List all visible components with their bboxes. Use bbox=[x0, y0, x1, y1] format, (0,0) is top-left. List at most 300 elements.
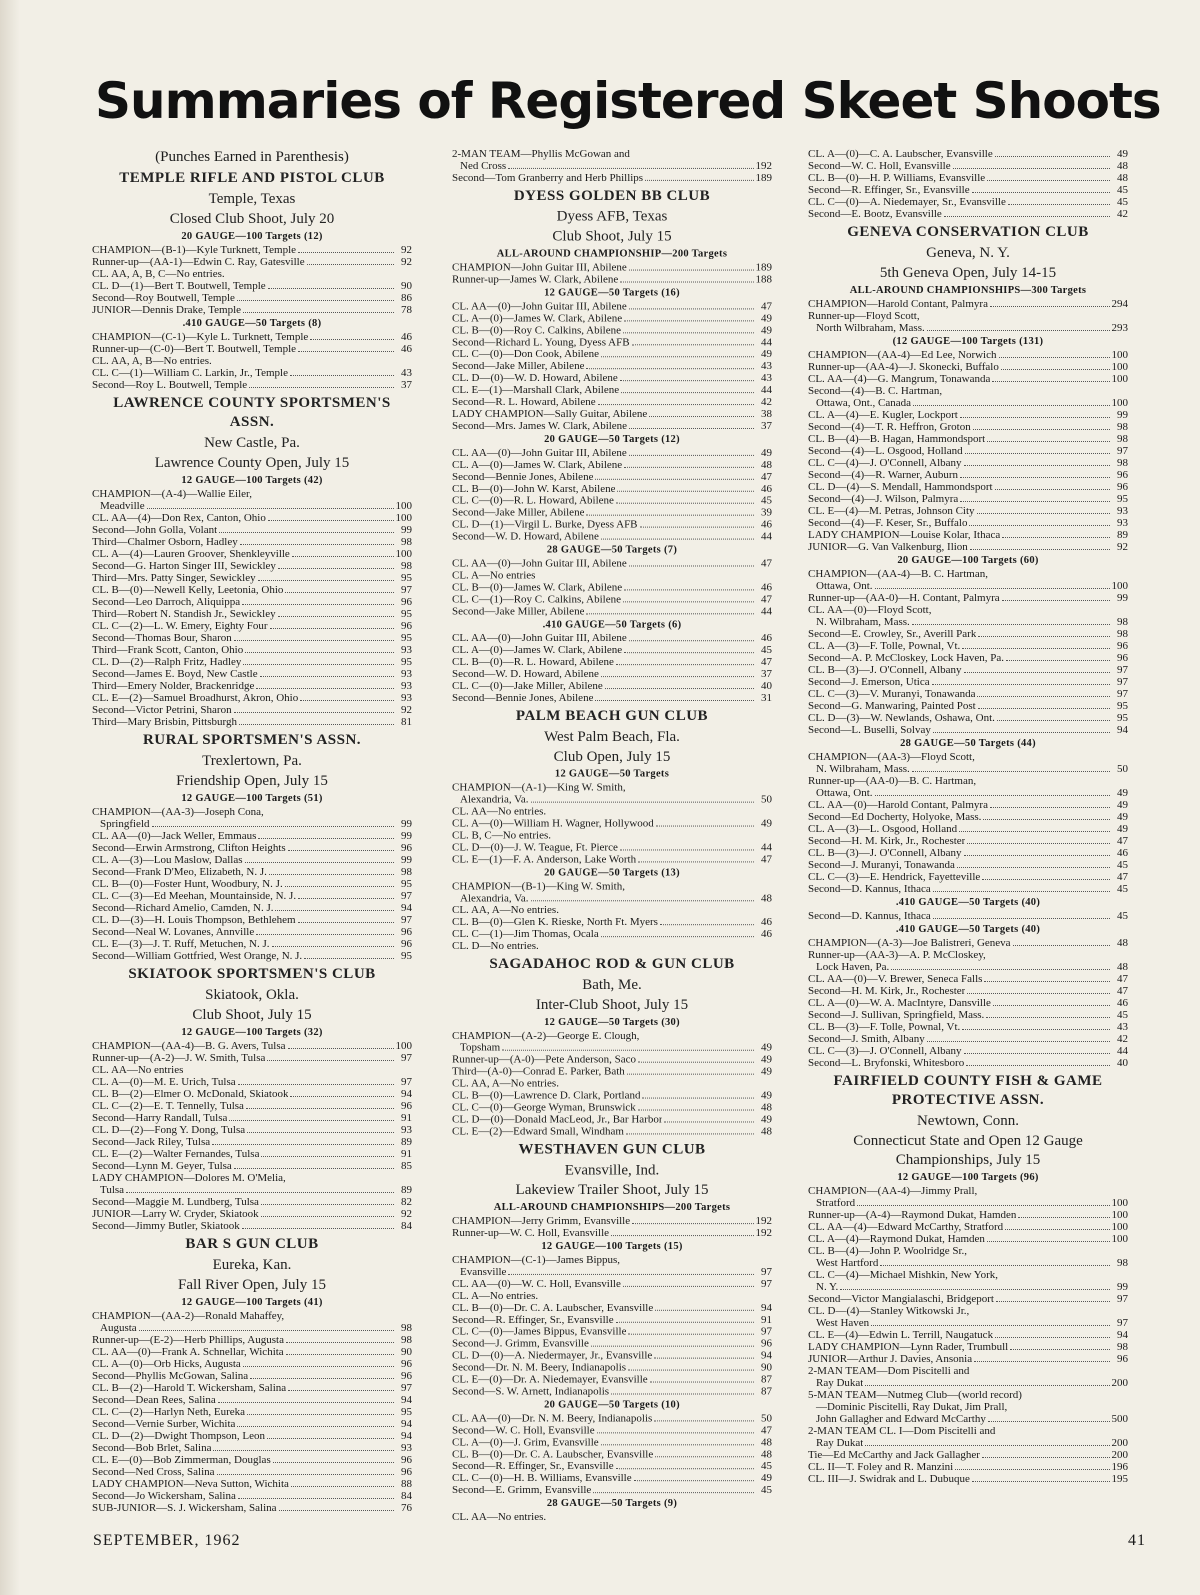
shooter-entry: CHAMPION—(AA-4)—Ed Lee, Norwich bbox=[808, 349, 997, 361]
score: 44 bbox=[761, 605, 772, 618]
result-row bbox=[92, 854, 412, 866]
dot-leader bbox=[627, 1073, 754, 1075]
shooter-entry: CL. D—(0)—Donald MacLeod, Jr., Bar Harbor bbox=[452, 1113, 663, 1126]
score: 47 bbox=[761, 300, 772, 313]
event-title: Club Shoot, July 15 bbox=[552, 228, 672, 245]
score: 49 bbox=[761, 348, 772, 361]
dot-leader bbox=[272, 945, 394, 947]
score: 96 bbox=[401, 926, 412, 938]
dot-leader bbox=[298, 350, 394, 352]
score: 99 bbox=[401, 524, 412, 536]
result-row bbox=[92, 1148, 412, 1160]
score: 47 bbox=[761, 557, 772, 570]
dot-leader bbox=[288, 1389, 394, 1391]
dot-leader bbox=[628, 1369, 754, 1371]
result-row bbox=[452, 916, 772, 928]
score: 95 bbox=[401, 572, 412, 584]
dot-leader bbox=[992, 380, 1109, 382]
result-row bbox=[92, 548, 412, 560]
shooter-entry: LADY CHAMPION—Neva Sutton, Wichita bbox=[92, 1478, 289, 1490]
score: 42 bbox=[1117, 1033, 1128, 1045]
result-row bbox=[808, 592, 1128, 604]
dot-leader bbox=[611, 1393, 754, 1395]
dot-leader bbox=[298, 921, 394, 923]
result-row bbox=[808, 148, 1128, 160]
result-row bbox=[92, 1088, 412, 1100]
event-heading: 12 GAUGE—100 Targets (41) bbox=[181, 1297, 323, 1308]
result-row bbox=[92, 938, 412, 950]
result-row bbox=[452, 160, 772, 172]
club-location: Trexlertown, Pa. bbox=[202, 753, 302, 769]
score: 45 bbox=[1117, 196, 1128, 208]
shooter-entry: Second—Bennie Jones, Abilene bbox=[452, 470, 594, 483]
result-row bbox=[808, 529, 1128, 541]
shooter-entry: CL. A—(0)—James W. Clark, Abilene bbox=[452, 312, 623, 325]
score: 200 bbox=[1111, 1449, 1128, 1461]
shooter-entry: Second—H. M. Kirk, Jr., Rochester bbox=[808, 985, 966, 997]
shooter-entry: Second—Dean Rees, Salina bbox=[92, 1394, 216, 1406]
result-row bbox=[92, 818, 412, 830]
dot-leader bbox=[270, 627, 394, 629]
score: 192 bbox=[755, 1215, 772, 1228]
dot-leader bbox=[273, 1461, 394, 1463]
dot-leader bbox=[623, 1285, 754, 1287]
shooter-entry: Topsham bbox=[460, 1041, 501, 1054]
shooter-entry: Second—H. M. Kirk, Jr., Rochester bbox=[808, 835, 966, 847]
shooter-entry: CL. D—(4)—S. Mendall, Hammondsport bbox=[808, 481, 993, 493]
dot-leader bbox=[249, 386, 394, 388]
dot-leader bbox=[275, 909, 394, 911]
shooter-entry: Second—J. Muranyi, Tonawanda bbox=[808, 859, 955, 871]
shooter-entry: Second—R. Effinger, Sr., Evansville bbox=[808, 184, 970, 196]
dot-leader bbox=[261, 1215, 394, 1217]
shooter-entry: JUNIOR—Arthur J. Davies, Ansonia bbox=[808, 1353, 973, 1365]
result-row bbox=[92, 512, 412, 524]
result-row bbox=[92, 1208, 412, 1220]
score: 200 bbox=[1111, 1377, 1128, 1389]
score: 88 bbox=[401, 1478, 412, 1490]
result-row bbox=[452, 605, 772, 617]
score: 96 bbox=[401, 1358, 412, 1370]
dot-leader bbox=[977, 695, 1110, 697]
shooter-entry: CL. B—(4)—B. Hagan, Hammondsport bbox=[808, 433, 986, 445]
shooter-entry: CL. B—(2)—Harold T. Wickersham, Salina bbox=[92, 1382, 287, 1394]
score: 93 bbox=[1117, 505, 1128, 517]
dot-leader bbox=[531, 801, 754, 803]
score: 99 bbox=[401, 854, 412, 866]
dot-leader bbox=[1005, 1228, 1109, 1230]
shooter-entry: Runner-up—(AA-0)—H. Contant, Palmyra bbox=[808, 592, 1000, 604]
shooter-entry: CL. AA—(0)—Harold Contant, Palmyra bbox=[808, 799, 988, 811]
dot-leader bbox=[953, 167, 1110, 169]
shooter-entry: Third—Mary Brisbin, Pittsburgh bbox=[92, 716, 237, 728]
dot-leader bbox=[629, 269, 754, 271]
event-title: Inter-Club Shoot, July 15 bbox=[535, 996, 689, 1013]
score: 49 bbox=[1117, 787, 1128, 799]
shooter-entry: Second—L. Bryfonski, Whitesboro bbox=[808, 1057, 965, 1069]
shooter-entry: CL. AA—(4)—G. Mangrum, Tonawanda bbox=[808, 373, 991, 385]
dot-leader bbox=[242, 1227, 394, 1229]
result-row: CL. AA, A—No entries. bbox=[452, 1077, 559, 1090]
score: 37 bbox=[761, 420, 772, 432]
shooter-entry: CL. B—(0)—Dr. C. A. Laubscher, Evansville bbox=[452, 1448, 654, 1461]
result-row bbox=[92, 644, 412, 656]
dot-leader bbox=[601, 1443, 754, 1445]
shooter-entry: Alexandria, Va. bbox=[460, 793, 529, 806]
result-row bbox=[452, 1374, 772, 1386]
dot-leader bbox=[987, 440, 1110, 442]
result-row bbox=[808, 883, 1128, 895]
shooter-entry: CHAMPION—John Guitar III, Abilene bbox=[452, 261, 627, 274]
score: 45 bbox=[761, 644, 772, 657]
dot-leader bbox=[960, 416, 1110, 418]
score: 90 bbox=[401, 1346, 412, 1358]
dot-leader bbox=[880, 1264, 1110, 1266]
result-row bbox=[452, 172, 772, 184]
score: 100 bbox=[395, 1040, 412, 1052]
shooter-entry: Second—Leo Darroch, Aliquippa bbox=[92, 596, 241, 608]
score: 50 bbox=[761, 1412, 772, 1425]
score: 97 bbox=[401, 890, 412, 902]
score: 43 bbox=[401, 367, 412, 379]
shooter-entry: CL. B—(3)—J. O'Connell, Albany bbox=[808, 664, 962, 676]
shooter-entry: Second—Tom Granberry and Herb Phillips bbox=[452, 171, 644, 184]
result-row bbox=[808, 1329, 1128, 1341]
shooter-entry: Third—(A-0)—Conrad E. Parker, Bath bbox=[452, 1065, 625, 1078]
score: 49 bbox=[761, 324, 772, 337]
shooter-entry: CL. C—(2)—Harlyn Neth, Eureka bbox=[92, 1406, 246, 1418]
score: 96 bbox=[1117, 469, 1128, 481]
shooter-entry: Second—J. Grimm, Evansville bbox=[452, 1337, 589, 1350]
event-heading: 20 GAUGE—100 Targets (12) bbox=[181, 231, 323, 242]
result-row bbox=[92, 1322, 412, 1334]
shooter-entry: Second—Frank D'Meo, Elizabeth, N. J. bbox=[92, 866, 267, 878]
score: 49 bbox=[761, 817, 772, 830]
result-row bbox=[92, 256, 412, 268]
result-row bbox=[92, 692, 412, 704]
dot-leader bbox=[988, 1420, 1110, 1422]
dot-leader bbox=[987, 1240, 1110, 1242]
score: 189 bbox=[755, 171, 772, 184]
result-row: CL. AA—No entries. bbox=[452, 1511, 547, 1524]
result-row bbox=[92, 1124, 412, 1136]
shooter-entry: Second—Thomas Bour, Sharon bbox=[92, 632, 232, 644]
shooter-entry: Second—Lynn M. Geyer, Tulsa bbox=[92, 1160, 232, 1172]
event-title: Club Shoot, July 15 bbox=[192, 1007, 312, 1023]
result-row: CL. D—(4)—Stanley Witkowski Jr., bbox=[808, 1305, 970, 1317]
result-row bbox=[92, 244, 412, 256]
dot-leader bbox=[234, 639, 394, 641]
result-row bbox=[808, 700, 1128, 712]
result-row bbox=[808, 763, 1128, 775]
shooter-entry: CL. D—(1)—Bert T. Boutwell, Temple bbox=[92, 280, 266, 292]
result-row bbox=[92, 1358, 412, 1370]
result-row bbox=[808, 1021, 1128, 1033]
shooter-entry: Second—A. P. McCloskey, Lock Haven, Pa. bbox=[808, 652, 1005, 664]
result-row bbox=[92, 1136, 412, 1148]
dot-leader bbox=[629, 307, 754, 309]
result-row bbox=[452, 668, 772, 680]
shooter-entry: Runner-up—(E-2)—Herb Phillips, Augusta bbox=[92, 1334, 284, 1346]
score: 90 bbox=[401, 280, 412, 292]
result-row bbox=[452, 853, 772, 865]
dot-leader bbox=[508, 167, 753, 169]
result-row: CHAMPION—(AA-4)—Jimmy Prall, bbox=[808, 1185, 978, 1197]
result-row bbox=[92, 500, 412, 512]
score: 500 bbox=[1111, 1413, 1128, 1425]
result-row: —Dominic Piscitelli, Ray Dukat, Jim Prall, bbox=[816, 1401, 1008, 1413]
result-row bbox=[92, 1394, 412, 1406]
dot-leader bbox=[245, 651, 394, 653]
score: 93 bbox=[401, 1442, 412, 1454]
result-row bbox=[808, 1353, 1128, 1365]
result-row: CL. AA—No entries bbox=[92, 1064, 184, 1076]
shooter-entry: Second—Richard Amelio, Camden, N. J. bbox=[92, 902, 274, 914]
score: 48 bbox=[1117, 172, 1128, 184]
dot-leader bbox=[995, 488, 1110, 490]
dot-leader bbox=[237, 1425, 394, 1427]
score: 98 bbox=[1117, 1341, 1128, 1353]
club-location: Eureka, Kan. bbox=[212, 1257, 292, 1273]
score: 47 bbox=[761, 656, 772, 669]
score: 47 bbox=[761, 593, 772, 606]
result-row bbox=[808, 1377, 1128, 1389]
dot-leader bbox=[595, 699, 754, 701]
dot-leader bbox=[605, 687, 754, 689]
dot-leader bbox=[990, 806, 1110, 808]
event-title: Lawrence County Open, July 15 bbox=[154, 455, 350, 471]
result-row bbox=[808, 616, 1128, 628]
score: 98 bbox=[1117, 433, 1128, 445]
dot-leader bbox=[288, 1047, 394, 1049]
score: 43 bbox=[761, 372, 772, 385]
result-row bbox=[452, 1436, 772, 1448]
dot-leader bbox=[152, 825, 395, 827]
result-row bbox=[452, 1227, 772, 1239]
dot-leader bbox=[238, 1497, 394, 1499]
club-location: Dyess AFB, Texas bbox=[556, 208, 668, 225]
result-row bbox=[452, 384, 772, 396]
score: 100 bbox=[1111, 1197, 1128, 1209]
dot-leader bbox=[1018, 1216, 1109, 1218]
dot-leader bbox=[586, 612, 754, 614]
dot-leader bbox=[632, 1222, 753, 1224]
score: 49 bbox=[1117, 811, 1128, 823]
shooter-entry: Second—L. Buselli, Solvay bbox=[808, 724, 931, 736]
score: 96 bbox=[401, 620, 412, 632]
dot-leader bbox=[638, 1109, 754, 1111]
score: 78 bbox=[401, 304, 412, 316]
dot-leader bbox=[967, 842, 1110, 844]
result-row bbox=[808, 1033, 1128, 1045]
score: 95 bbox=[401, 1406, 412, 1418]
dot-leader bbox=[865, 1384, 1109, 1386]
result-row bbox=[452, 507, 772, 519]
score: 45 bbox=[1117, 859, 1128, 871]
dot-leader bbox=[984, 980, 1110, 982]
event-heading: 20 GAUGE—50 Targets (13) bbox=[544, 867, 680, 879]
score: 46 bbox=[761, 916, 772, 929]
shooter-entry: Second—R. Effinger, Sr., Evansville bbox=[452, 1460, 614, 1473]
score: 95 bbox=[401, 632, 412, 644]
result-row: CHAMPION—(C-1)—James Bippus, bbox=[452, 1254, 621, 1266]
shooter-entry: Stratford bbox=[816, 1197, 856, 1209]
result-row bbox=[452, 841, 772, 853]
shooter-entry: Second—Richard L. Young, Dyess AFB bbox=[452, 336, 630, 349]
score: 96 bbox=[401, 842, 412, 854]
shooter-entry: Second—(4)—R. Warner, Auburn bbox=[808, 469, 958, 481]
dot-leader bbox=[286, 1341, 394, 1343]
event-heading: ALL-AROUND CHAMPIONSHIPS—200 Targets bbox=[493, 1202, 731, 1214]
column-3 bbox=[808, 148, 1128, 1485]
score: 95 bbox=[1117, 493, 1128, 505]
result-row bbox=[452, 348, 772, 360]
result-row bbox=[808, 1449, 1128, 1461]
shooter-entry: CL. AA—(0)—John Guitar III, Abilene bbox=[452, 300, 627, 313]
dot-leader bbox=[304, 957, 394, 959]
dot-leader bbox=[621, 391, 754, 393]
shooter-entry: CL. AA—(0)—Dr. N. M. Beery, Indianapolis bbox=[452, 1412, 653, 1425]
shooter-entry: CHAMPION—(B-1)—Kyle Turknett, Temple bbox=[92, 244, 297, 256]
dot-leader bbox=[250, 1377, 394, 1379]
score: 43 bbox=[1117, 1021, 1128, 1033]
score: 39 bbox=[761, 506, 772, 519]
score: 97 bbox=[761, 1325, 772, 1338]
dot-leader bbox=[875, 794, 1110, 796]
shooter-entry: North Wilbraham, Mass. bbox=[816, 322, 925, 334]
shooter-entry: Ray Dukat bbox=[816, 1437, 864, 1449]
result-row bbox=[452, 644, 772, 656]
dot-leader bbox=[957, 866, 1110, 868]
result-row bbox=[808, 1045, 1128, 1057]
dot-leader bbox=[286, 1353, 394, 1355]
score: 85 bbox=[401, 1160, 412, 1172]
shooter-entry: Lock Haven, Pa. bbox=[816, 961, 890, 973]
result-row: CL. B—(4)—John P. Woolridge Sr., bbox=[808, 1245, 968, 1257]
score: 97 bbox=[1117, 688, 1128, 700]
result-row bbox=[808, 676, 1128, 688]
score: 98 bbox=[401, 1334, 412, 1346]
event-title: Club Open, July 15 bbox=[553, 748, 671, 765]
result-row bbox=[808, 1209, 1128, 1221]
result-row bbox=[452, 447, 772, 459]
shooter-entry: Second—Roy Boutwell, Temple bbox=[92, 292, 235, 304]
score: 48 bbox=[1117, 937, 1128, 949]
score: 49 bbox=[761, 1113, 772, 1126]
shooter-entry: CL. AA—(4)—Edward McCarthy, Stratford bbox=[808, 1221, 1004, 1233]
shooter-entry: CL. E—(0)—Bob Zimmerman, Douglas bbox=[92, 1454, 271, 1466]
result-row bbox=[92, 584, 412, 596]
result-row bbox=[808, 1009, 1128, 1021]
score: 44 bbox=[761, 336, 772, 349]
event-heading: .410 GAUGE—50 Targets (40) bbox=[895, 924, 1041, 935]
score: 93 bbox=[1117, 517, 1128, 529]
result-row bbox=[808, 361, 1128, 373]
result-row bbox=[452, 471, 772, 483]
result-row bbox=[452, 1424, 772, 1436]
shooter-entry: CL. D—(0)—J. W. Teague, Ft. Pierce bbox=[452, 841, 618, 854]
dot-leader bbox=[655, 1309, 754, 1311]
score: 49 bbox=[1117, 823, 1128, 835]
dot-leader bbox=[977, 512, 1110, 514]
score: 48 bbox=[1117, 160, 1128, 172]
dot-leader bbox=[962, 1028, 1110, 1030]
shooter-entry: CHAMPION—Harold Contant, Palmyra bbox=[808, 298, 988, 310]
shooter-entry: CL. B—(0)—Dr. C. A. Laubscher, Evansville bbox=[452, 1301, 654, 1314]
score: 91 bbox=[761, 1313, 772, 1326]
result-row bbox=[452, 262, 772, 274]
club-name: GENEVA CONSERVATION CLUB bbox=[847, 224, 1089, 240]
result-row bbox=[452, 483, 772, 495]
score: 40 bbox=[761, 680, 772, 693]
score: 49 bbox=[761, 1089, 772, 1102]
result-row: CL. A—No entries bbox=[452, 569, 536, 582]
result-row bbox=[452, 1114, 772, 1126]
dot-leader bbox=[239, 723, 394, 725]
result-row bbox=[92, 1466, 412, 1478]
result-row bbox=[452, 1266, 772, 1278]
result-row bbox=[452, 372, 772, 384]
score: 45 bbox=[761, 1460, 772, 1473]
result-row bbox=[808, 1437, 1128, 1449]
dot-leader bbox=[591, 1345, 754, 1347]
result-row bbox=[92, 950, 412, 962]
shooter-entry: Second—Jake Miller, Abilene bbox=[452, 605, 585, 618]
result-row bbox=[452, 459, 772, 471]
shooter-entry: LADY CHAMPION—Louise Kolar, Ithaca bbox=[808, 529, 1001, 541]
result-row bbox=[92, 878, 412, 890]
score: 95 bbox=[401, 878, 412, 890]
score: 76 bbox=[401, 1502, 412, 1514]
dot-leader bbox=[267, 1437, 394, 1439]
score: 48 bbox=[1117, 961, 1128, 973]
score: 92 bbox=[401, 256, 412, 268]
shooter-entry: CL. AA—(0)—John Guitar III, Abilene bbox=[452, 557, 627, 570]
result-row: Runner-up—(AA-3)—A. P. McCloskey, bbox=[808, 949, 986, 961]
score: 46 bbox=[401, 343, 412, 355]
dot-leader bbox=[261, 1155, 394, 1157]
score: 98 bbox=[401, 560, 412, 572]
dot-leader bbox=[256, 933, 394, 935]
shooter-entry: CL. B—(0)—Foster Hunt, Woodbury, N. J. bbox=[92, 878, 283, 890]
score: 200 bbox=[1111, 1437, 1128, 1449]
shooter-entry: CHAMPION—Jerry Grimm, Evansville bbox=[452, 1215, 631, 1228]
club-name: WESTHAVEN GUN CLUB bbox=[518, 1141, 706, 1158]
result-row bbox=[808, 322, 1128, 334]
result-row bbox=[808, 373, 1128, 385]
score: 87 bbox=[761, 1373, 772, 1386]
score: 84 bbox=[401, 1220, 412, 1232]
shooter-entry: Runner-up—(A-4)—Raymond Dukat, Hamden bbox=[808, 1209, 1017, 1221]
result-row bbox=[808, 961, 1128, 973]
score: 97 bbox=[401, 1076, 412, 1088]
result-row bbox=[92, 704, 412, 716]
shooter-entry: Runner-up—(AA-4)—J. Skonecki, Buffalo bbox=[808, 361, 999, 373]
club-location: Skiatook, Okla. bbox=[205, 987, 299, 1003]
dot-leader bbox=[237, 299, 394, 301]
event-heading: ALL-AROUND CHAMPIONSHIPS—300 Targets bbox=[849, 285, 1087, 296]
dot-leader bbox=[290, 374, 394, 376]
result-row bbox=[808, 811, 1128, 823]
score: 97 bbox=[761, 1265, 772, 1278]
score: 81 bbox=[401, 716, 412, 728]
score: 49 bbox=[761, 1065, 772, 1078]
score: 47 bbox=[761, 1424, 772, 1437]
score: 49 bbox=[1117, 799, 1128, 811]
shooter-entry: JUNIOR—Dennis Drake, Temple bbox=[92, 304, 242, 316]
shooter-entry: CL. C—(3)—E. Hendrick, Fayetteville bbox=[808, 871, 981, 883]
shooter-entry: CL. C—(0)—Jake Miller, Abilene bbox=[452, 680, 603, 693]
